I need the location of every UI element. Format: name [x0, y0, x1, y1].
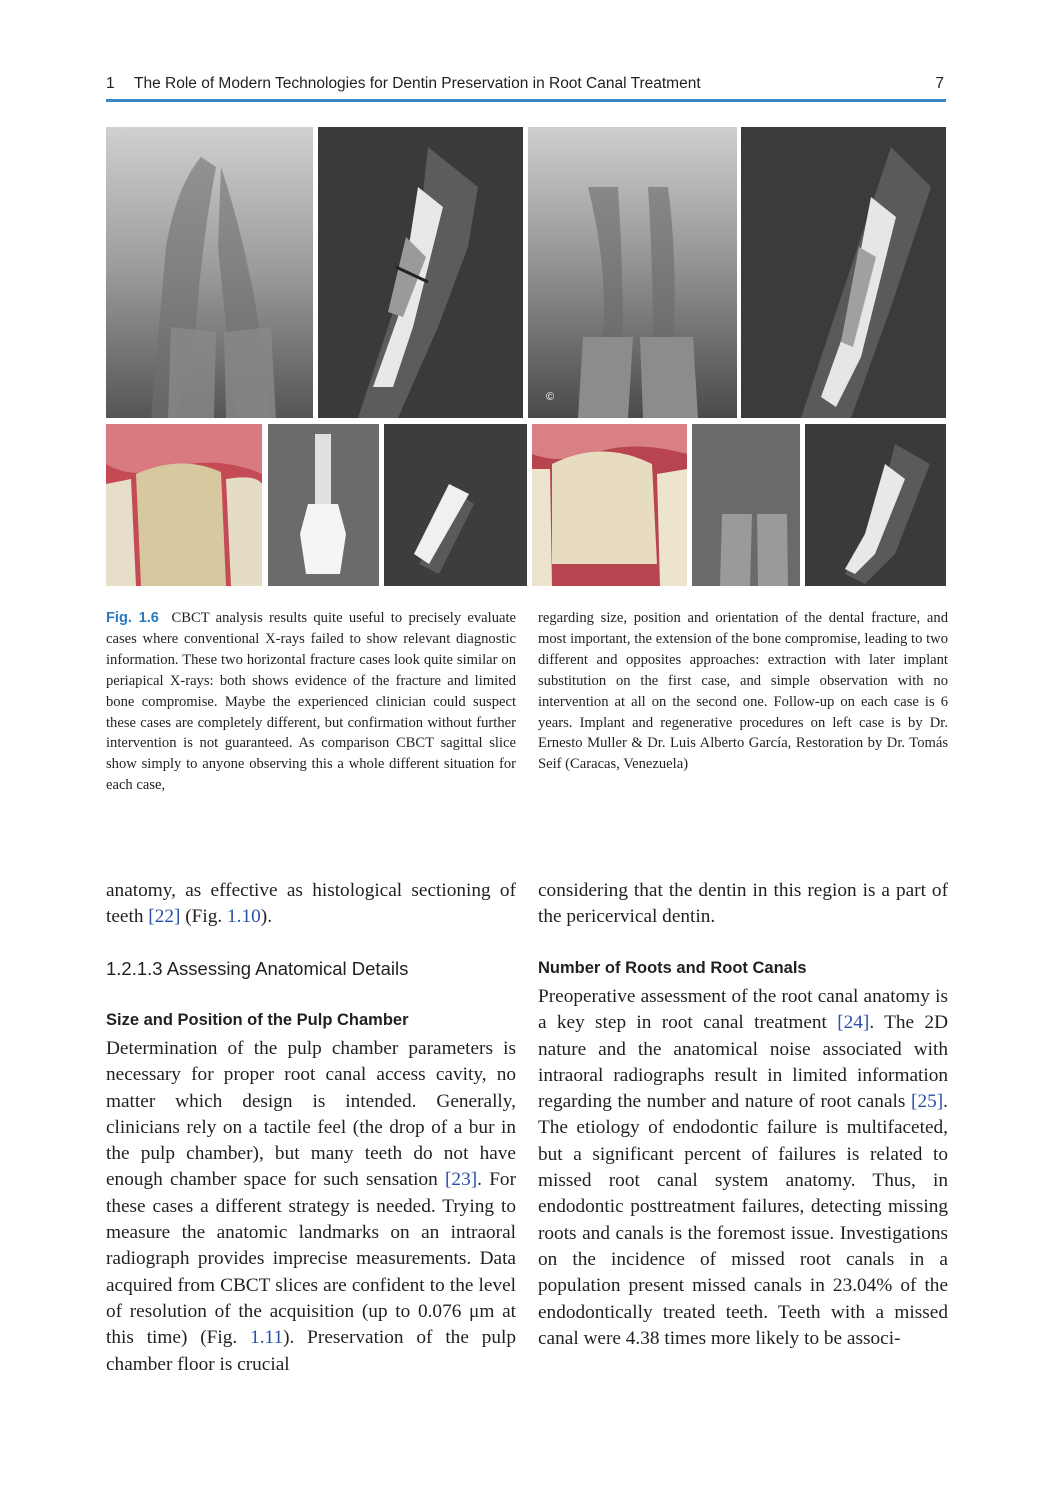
- implant-cbct-case1: [384, 424, 527, 586]
- cbct-followup-case2: [805, 424, 946, 586]
- caption-text-left: CBCT analysis results quite useful to precisely evaluate cases where conventional X-rays failed to show relevant diagnostic information. These two horizontal fracture cases look quite similar on periapical X-rays: both shows evidence of the fracture and limited bone compromise. Maybe the experienced clinician could suspect these cases are completely different, but confirmation without further intervention is not guaranteed. As comparison CBCT sagittal slice show simply to anyone observing this a whole different situation for each case,: [106, 610, 517, 794]
- right-paragraph-1: considering that the dentin in this region is a part of the pericervical dentin.: [538, 880, 948, 928]
- periapical-xray-case2: [528, 127, 737, 418]
- periapical-xray-case1: [106, 127, 313, 418]
- figure-caption-right: [538, 608, 948, 775]
- left-paragraph-2: Determination of the pulp chamber parameters is necessary for proper root canal access cavity, no matter which design is intended. Generally, clinicians rely on a tactile feel (the drop of a bur in the pulp chamber), but many teeth do not have enough chamber space for such sensation [23]. For these cases a different strategy is needed. Trying to measure the anatomic landmarks on an intraoral radiograph provides imprecise measurements. Data acquired from CBCT slices are confident to the level of resolution of the acquisition (up to 0.076 μm at this time) (Fig. 1.11). Preservation of the pulp chamber floor is crucial: [106, 1038, 516, 1375]
- left-column: [106, 878, 516, 931]
- subheading-pulp-chamber: Size and Position of the Pulp Chamber: [106, 1011, 409, 1029]
- chapter-number: 1: [106, 75, 115, 92]
- header-rule: [106, 99, 946, 102]
- figure-link[interactable]: 1.10: [227, 906, 261, 928]
- figure-label: Fig. 1.6: [106, 610, 159, 626]
- cbct-sagittal-case1: [318, 127, 523, 418]
- reference-link[interactable]: [23]: [445, 1169, 478, 1191]
- running-header: [106, 72, 946, 96]
- chapter-title: The Role of Modern Technologies for Dentin Preservation in Root Canal Treatment: [134, 75, 701, 92]
- reference-link[interactable]: [24]: [837, 1012, 870, 1034]
- clinical-photo-case2: [532, 424, 687, 586]
- periapical-xray-followup-case2: [692, 424, 800, 586]
- right-column: [538, 878, 948, 931]
- left-paragraph-1: anatomy, as effective as histological sectioning of teeth [22] (Fig. 1.10).: [106, 880, 516, 928]
- clinical-photo-case1: [106, 424, 262, 586]
- caption-text-right: regarding size, position and orientation of the dental fracture, and most important, the extension of the bone compromise, leading to two different and opposites approaches: extraction with later implant substitution on the first case, and simple observation with no intervention at all on the second one. Follow-up on each case is 6 years. Implant and regenerative procedures on left case is by Dr. Ernesto Muller & Dr. Luis Alberto García, Restoration by Dr. Tomás Seif (Caracas, Venezuela): [538, 610, 948, 773]
- implant-xray-case1: [268, 424, 379, 586]
- copyright-mark: ©: [546, 391, 555, 403]
- reference-link[interactable]: [22]: [148, 906, 181, 928]
- cbct-sagittal-case2: [741, 127, 946, 418]
- figure-caption-left: [106, 608, 516, 796]
- figure-link[interactable]: 1.11: [250, 1327, 284, 1349]
- section-heading: 1.2.1.3 Assessing Anatomical Details: [106, 958, 409, 979]
- subheading-roots-canals: Number of Roots and Root Canals: [538, 959, 807, 977]
- reference-link[interactable]: [25]: [911, 1091, 944, 1113]
- right-paragraph-2: Preoperative assessment of the root canal anatomy is a key step in root canal treatment [24]. The 2D nature and the anatomical noise associated with intraoral radiographs result in limited information regarding the number and nature of root canals [25]. The etiology of endodontic failure is multifaceted, but a significant percent of failures is related to missed root canal system anatomy. Thus, in endodontic posttreatment failures, detecting missing roots and canals is the foremost issue. Investigations on the incidence of missed root canals in a population present missed canals in 23.04% of the endodontically treated teeth. Teeth with a missed canal were 4.38 times more likely to be associ-: [538, 986, 948, 1349]
- page-number: 7: [935, 75, 944, 92]
